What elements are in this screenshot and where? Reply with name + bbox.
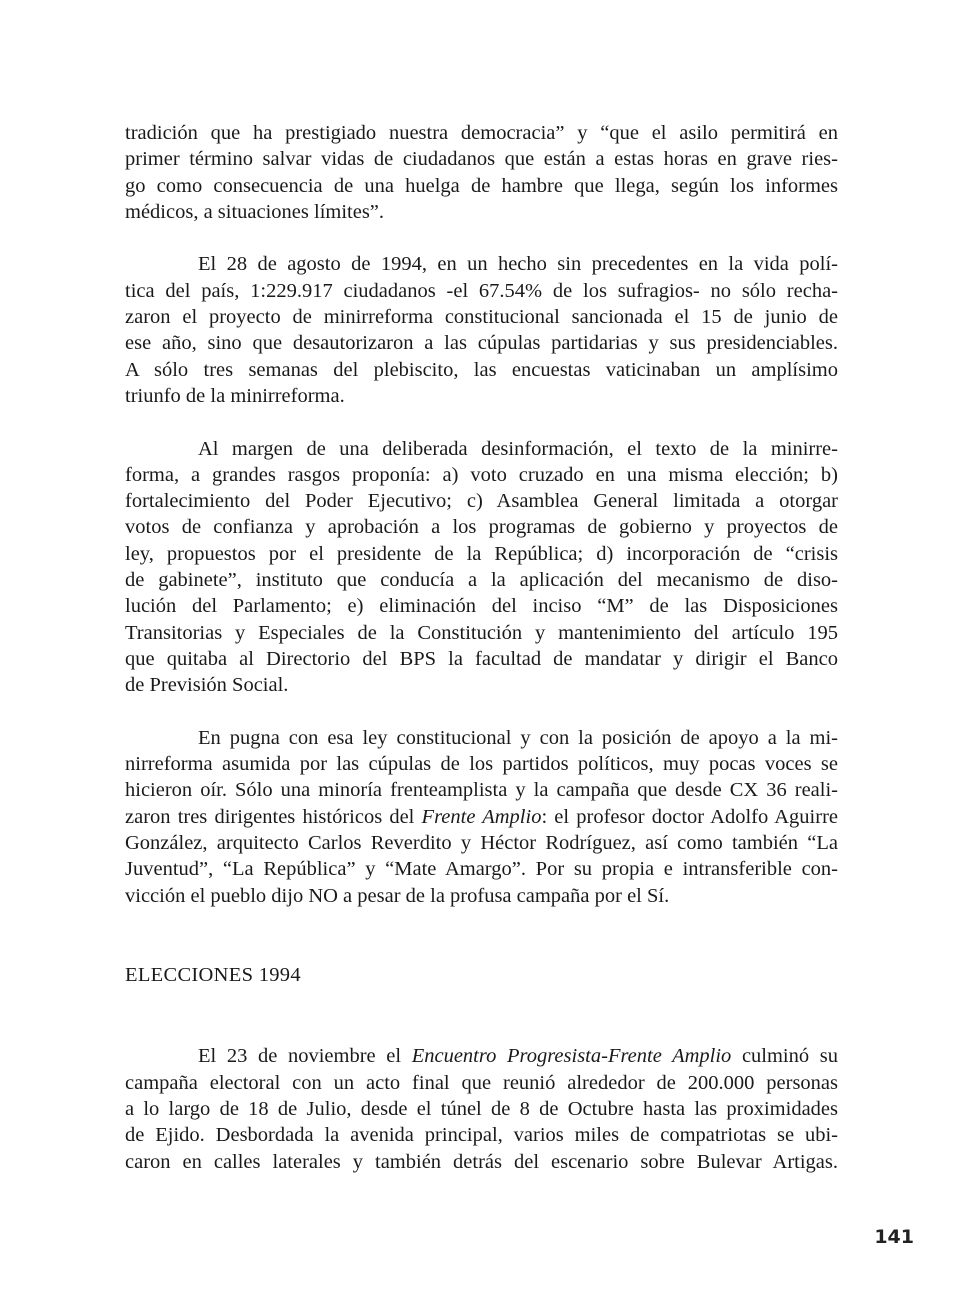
text-line: forma, a grandes rasgos proponía: a) voto cruzado en una misma elección; b) <box>125 463 838 486</box>
party-name-italic: Frente Amplio <box>421 805 542 828</box>
text-line: campaña electoral con un acto final que reunió alrededor de 200.000 personas <box>125 1071 838 1094</box>
text-run: El 23 de noviembre el <box>198 1045 412 1068</box>
text-line: vicción el pueblo dijo NO a pesar de la profusa campaña por el Sí. <box>125 884 670 907</box>
text-line: nirreforma asumida por las cúpulas de los partidos políticos, muy pocas voces se <box>125 753 838 776</box>
text-run: : el profesor doctor Adolfo Aguirre <box>541 805 839 828</box>
text-line: Al margen de una deliberada desinformación, el texto de la minirre- <box>198 437 838 460</box>
paragraph-1 <box>125 120 838 225</box>
page-number: 141 <box>874 1226 914 1248</box>
text-line: médicos, a situaciones límites”. <box>125 200 385 223</box>
text-line <box>125 804 838 830</box>
text-line: ese año, sino que desautorizaron a las cúpulas partidarias y sus presidenciables. <box>125 332 838 355</box>
text-line: triunfo de la minirreforma. <box>125 384 345 407</box>
text-line: de Ejido. Desbordada la avenida principal, varios miles de compatriotas se ubi- <box>125 1124 838 1147</box>
text-line: tradición que ha prestigiado nuestra democracia” y “que el asilo permitirá en <box>125 122 838 144</box>
body-text <box>125 120 838 1175</box>
text-line: zaron el proyecto de minirreforma constitucional sancionada el 15 de junio de <box>125 306 838 329</box>
text-run: zaron tres dirigentes históricos del <box>125 805 422 828</box>
text-line: que quitaba al Directorio del BPS la facultad de mandatar y dirigir el Banco <box>125 647 838 670</box>
text-line: go como consecuencia de una huelga de hambre que llega, según los informes <box>125 174 838 197</box>
paragraph-5 <box>125 1043 838 1174</box>
text-line: votos de confianza y aprobación a los programas de gobierno y proyectos de <box>125 516 838 539</box>
paragraph-2 <box>125 251 838 409</box>
text-line: primer término salvar vidas de ciudadanos que están a estas horas en grave ries- <box>125 148 838 171</box>
party-name-italic: Encuentro Progresista-Frente Amplio <box>411 1045 732 1068</box>
text-line: hicieron oír. Sólo una minoría frenteamplista y la campaña que desde CX 36 reali- <box>125 779 838 802</box>
section-heading: ELECCIONES 1994 <box>125 963 301 986</box>
text-line: lución del Parlamento; e) eliminación del inciso “M” de las Disposiciones <box>125 595 838 618</box>
text-line: de gabinete”, instituto que conducía a la aplicación del mecanismo de diso- <box>125 569 838 592</box>
text-line <box>125 1043 838 1069</box>
text-line: El 28 de agosto de 1994, en un hecho sin precedentes en la vida polí- <box>198 253 838 276</box>
text-line: de Previsión Social. <box>125 674 289 697</box>
text-line: caron en calles laterales y también detrás del escenario sobre Bulevar Artigas. <box>125 1150 838 1173</box>
text-line: A sólo tres semanas del plebiscito, las encuestas vaticinaban un amplísimo <box>125 358 838 381</box>
text-line: González, arquitecto Carlos Reverdito y Héctor Rodríguez, así como también “La <box>125 832 838 855</box>
text-run: culminó su <box>731 1045 838 1068</box>
paragraph-4 <box>125 725 838 909</box>
text-line: Transitorias y Especiales de la Constitución y mantenimiento del artículo 195 <box>125 621 838 644</box>
paragraph-3 <box>125 436 838 699</box>
text-line: Juventud”, “La República” y “Mate Amargo”. Por su propia e intransferible con- <box>125 858 838 881</box>
text-line: a lo largo de 18 de Julio, desde el túnel de 8 de Octubre hasta las proximidades <box>125 1097 838 1120</box>
text-line: ley, propuestos por el presidente de la República; d) incorporación de “crisis <box>125 542 838 565</box>
text-line: En pugna con esa ley constitucional y con la posición de apoyo a la mi- <box>198 726 838 749</box>
text-line: fortalecimiento del Poder Ejecutivo; c) Asamblea General limitada a otorgar <box>125 490 838 513</box>
text-line: tica del país, 1:229.917 ciudadanos -el 67.54% de los sufragios- no sólo recha- <box>125 279 838 302</box>
